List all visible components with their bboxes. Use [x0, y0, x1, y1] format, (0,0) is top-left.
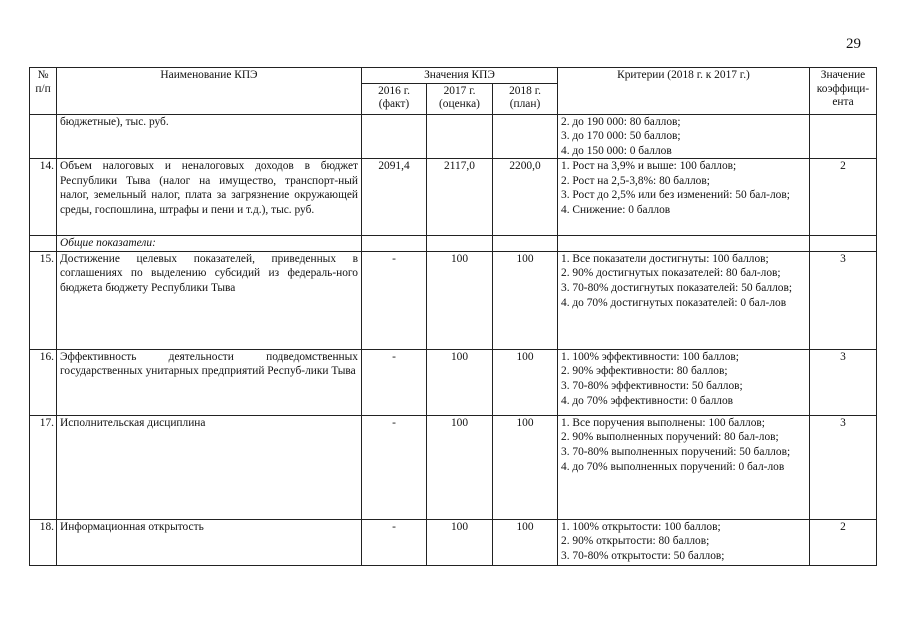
row-criteria	[558, 251, 810, 349]
table-row	[30, 159, 877, 236]
value-2017: 2117,0	[427, 159, 493, 236]
criterion: 2. Рост на 2,5-3,8%: 80 баллов;	[561, 174, 710, 187]
criterion: 1. Все поручения выполнены: 100 баллов;	[561, 416, 765, 429]
header-num: № п/п	[30, 68, 57, 115]
row-number: 17.	[30, 415, 57, 519]
row-name: Информационная открытость	[57, 519, 362, 565]
criterion: 3. 70-80% открытости: 50 баллов;	[561, 550, 725, 563]
criterion: 3. Рост до 2,5% или без изменений: 50 бал-лов;	[561, 189, 790, 202]
criterion: 4. до 70% эффективности: 0 баллов	[561, 394, 734, 407]
page-number: 29	[846, 36, 861, 52]
row-name: Объем налоговых и неналоговых доходов в бюджет Республики Тыва (налог на имущество, транспорт-ный налог, земельный налог, плата за загрязнение окружающей среды, госпошлина, штрафы и пени и т.д.), тыс. руб.	[57, 159, 362, 236]
section-label: Общие показатели:	[57, 236, 362, 252]
table-row	[30, 349, 877, 415]
value-2017: 100	[427, 415, 493, 519]
table-row	[30, 519, 877, 565]
criterion: 4. до 70% достигнутых показателей: 0 бал-лов	[561, 296, 787, 309]
criterion: 2. до 190 000: 80 баллов;	[561, 115, 681, 128]
value-2018: 100	[493, 349, 558, 415]
table-row	[30, 251, 877, 349]
row-coef: 2	[810, 159, 877, 236]
row-criteria	[558, 159, 810, 236]
row-criteria	[558, 519, 810, 565]
header-coef: Значение коэффици-ента	[810, 68, 877, 115]
row-criteria	[558, 415, 810, 519]
criterion: 4. Снижение: 0 баллов	[561, 204, 671, 217]
kpi-table	[29, 67, 877, 566]
criterion: 1. 100% открытости: 100 баллов;	[561, 520, 721, 533]
row-name: Достижение целевых показателей, приведенных в соглашениях по выделению субсидий из федераль-ного бюджета бюджету Республики Тыва	[57, 251, 362, 349]
criterion: 1. Рост на 3,9% и выше: 100 баллов;	[561, 160, 737, 173]
criterion: 3. 70-80% выполненных поручений: 50 баллов;	[561, 446, 791, 459]
row-number: 18.	[30, 519, 57, 565]
header-values: Значения КПЭ	[362, 68, 558, 84]
row-coef: 2	[810, 519, 877, 565]
header-criteria: Критерии (2018 г. к 2017 г.)	[558, 68, 810, 115]
criterion: 3. 70-80% эффективности: 50 баллов;	[561, 380, 743, 393]
value-2017: 100	[427, 349, 493, 415]
criterion: 3. 70-80% достигнутых показателей: 50 баллов;	[561, 282, 792, 295]
row-coef: 3	[810, 415, 877, 519]
criterion: 2. 90% эффективности: 80 баллов;	[561, 365, 728, 378]
criterion: 3. до 170 000: 50 баллов;	[561, 130, 681, 143]
row-coef: 3	[810, 349, 877, 415]
row-coef: 3	[810, 251, 877, 349]
criterion: 1. 100% эффективности: 100 баллов;	[561, 350, 739, 363]
criterion: 4. до 70% выполненных поручений: 0 бал-лов	[561, 460, 785, 473]
criterion: 2. 90% выполненных поручений: 80 бал-лов;	[561, 431, 779, 444]
value-2018: 100	[493, 251, 558, 349]
value-2018: 100	[493, 415, 558, 519]
criterion: 2. 90% открытости: 80 баллов;	[561, 535, 710, 548]
header-row	[30, 68, 877, 84]
criterion: 2. 90% достигнутых показателей: 80 бал-лов;	[561, 267, 781, 280]
value-2018: 2200,0	[493, 159, 558, 236]
value-2016: -	[362, 415, 427, 519]
row-name: бюджетные), тыс. руб.	[57, 114, 362, 159]
header-2018: 2018 г. (план)	[493, 83, 558, 114]
header-name: Наименование КПЭ	[57, 68, 362, 115]
criterion: 1. Все показатели достигнуты: 100 баллов;	[561, 252, 769, 265]
row-number: 16.	[30, 349, 57, 415]
table-row	[30, 114, 877, 159]
row-name: Эффективность деятельности подведомственных государственных унитарных предприятий Респуб-лики Тыва	[57, 349, 362, 415]
criterion: 4. до 150 000: 0 баллов	[561, 144, 672, 157]
value-2016: 2091,4	[362, 159, 427, 236]
row-criteria	[558, 114, 810, 159]
row-criteria	[558, 349, 810, 415]
value-2017: 100	[427, 251, 493, 349]
row-name: Исполнительская дисциплина	[57, 415, 362, 519]
value-2017: 100	[427, 519, 493, 565]
value-2016: -	[362, 251, 427, 349]
table-row	[30, 415, 877, 519]
row-number: 15.	[30, 251, 57, 349]
section-row	[30, 236, 877, 252]
value-2018: 100	[493, 519, 558, 565]
value-2016: -	[362, 349, 427, 415]
row-number: 14.	[30, 159, 57, 236]
header-2017: 2017 г. (оценка)	[427, 83, 493, 114]
value-2016: -	[362, 519, 427, 565]
header-2016: 2016 г. (факт)	[362, 83, 427, 114]
